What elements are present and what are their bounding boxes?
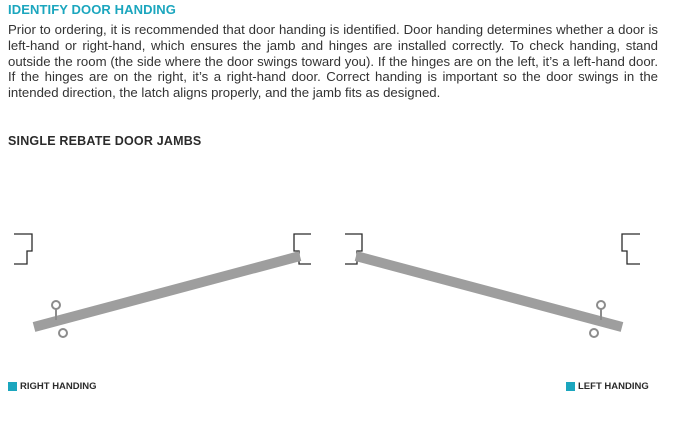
legend-left-label: LEFT HANDING: [578, 381, 649, 392]
jamb-profile-icon: [622, 234, 640, 264]
legend-left-handing: [566, 381, 649, 392]
square-swatch-icon: [566, 382, 575, 391]
intro-paragraph: Prior to ordering, it is recommended that door handing is identified. Door handing determines whether a door is left-hand or right-hand, which ensures the jamb and hinges are installed correctly. To check handing, stand outside the room (the side where the door swings toward you). If the hinges are on the left, it’s a left-hand door. If the hinges are on the right, it’s a right-hand door. Correct handing is important so the door swings in the intended direction, the latch aligns properly, and the jamb fits as designed.: [8, 22, 658, 101]
jamb-type-subheading: SINGLE REBATE DOOR JAMBS: [8, 134, 202, 148]
door-leaf-icon: [34, 256, 300, 327]
legend-right-handing: [8, 381, 97, 392]
legend-right-label: RIGHT HANDING: [20, 381, 97, 392]
square-swatch-icon: [8, 382, 17, 391]
door-leaf-icon: [356, 256, 622, 327]
right-handing-diagram: [14, 234, 311, 337]
section-heading: IDENTIFY DOOR HANDING: [8, 2, 176, 17]
jamb-profile-icon: [14, 234, 32, 264]
left-handing-diagram: [345, 234, 640, 337]
